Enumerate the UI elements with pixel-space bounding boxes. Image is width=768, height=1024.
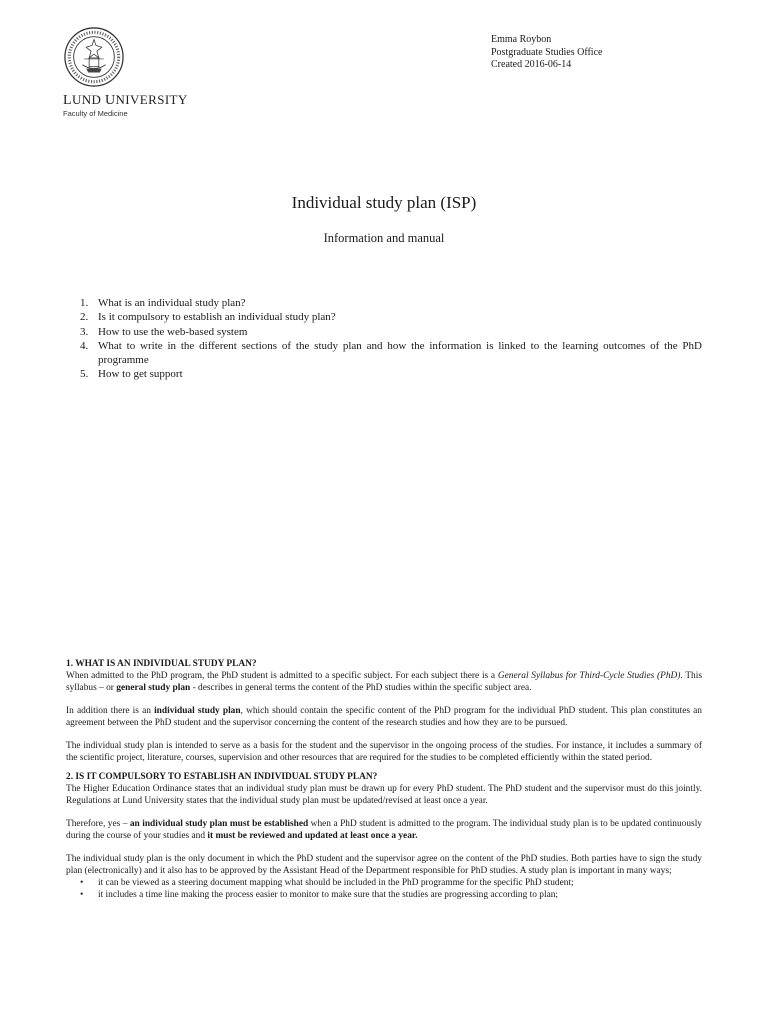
faculty-name: Faculty of Medicine: [63, 109, 128, 118]
section-1-paragraph-3: The individual study plan is intended to serve as a basis for the student and the supervisor in the ongoing process of the studies. For instance, it includes a summary of the scientific project, literature, courses, supervision and other resources that are required for the studies to be completed efficiently within the stated period.: [66, 741, 702, 763]
toc-item: 2. Is it compulsory to establish an individual study plan?: [80, 311, 336, 324]
section-1-paragraph-2: In addition there is an individual study plan, which should contain the specific content of the PhD program for the individual PhD student. This plan constitutes an agreement between the PhD student and the supervisor concerning the content of the research studies and how they are to be pursued.: [66, 706, 702, 728]
office-name: Postgraduate Studies Office: [491, 46, 603, 58]
toc-item: 5. How to get support: [80, 368, 183, 381]
list-item: • it can be viewed as a steering document mapping what should be included in the PhD programme for the specific PhD student;: [80, 878, 574, 888]
lund-university-seal-icon: [63, 26, 125, 88]
section-2-paragraph-1: The Higher Education Ordinance states that an individual study plan must be drawn up for every PhD student. The PhD student and the supervisor must do this jointly. Regulations at Lund University states that the individual study plan must be updated/revised at least once a year.: [66, 784, 702, 806]
toc-item: 3. How to use the web-based system: [80, 325, 248, 338]
document-title: Individual study plan (ISP): [291, 193, 477, 212]
table-of-contents: [80, 296, 702, 382]
bullet-icon: •: [80, 890, 84, 900]
document-subtitle: Information and manual: [323, 231, 445, 245]
section-2-paragraph-2: Therefore, yes – an individual study plan must be established when a PhD student is admitted to the program. The individual study plan is to be updated continuously during the course of your studies and it must be reviewed and updated at least once a year.: [66, 819, 702, 841]
toc-item: 4. What to write in the different sections of the study plan and how the information is linked to the learning outcomes of the PhD programme: [80, 339, 702, 367]
university-name: LUND UNIVERSITY: [63, 92, 188, 108]
section-1-paragraph-1: When admitted to the PhD program, the PhD student is admitted to a specific subject. For each subject there is a General Syllabus for Third-Cycle Studies (PhD). This syllabus – or general study plan - describes in general terms the content of the PhD studies within the specific subject area.: [66, 671, 702, 693]
section-2-bullet-list: [66, 877, 702, 901]
author-name: Emma Roybon: [491, 34, 552, 45]
created-date: Created 2016-06-14: [491, 59, 572, 70]
document-meta: [491, 34, 602, 72]
section-1-heading: 1. WHAT IS AN INDIVIDUAL STUDY PLAN?: [66, 659, 257, 669]
section-2-heading: 2. IS IT COMPULSORY TO ESTABLISH AN INDIVIDUAL STUDY PLAN?: [66, 772, 378, 782]
university-logo: [63, 26, 193, 118]
section-2-paragraph-3: The individual study plan is the only document in which the PhD student and the supervisor agree on the content of the PhD studies. Both parties have to sign the study plan (electronically) and it also has to be approved by the Assistant Head of the Department responsible for PhD studies. A study plan is important in many ways;: [66, 854, 702, 876]
document-body: [66, 658, 702, 901]
list-item: • it includes a time line making the process easier to monitor to make sure that the studies are progressing according to plan;: [80, 890, 559, 900]
bullet-icon: •: [80, 878, 84, 888]
toc-item: 1. What is an individual study plan?: [80, 297, 246, 309]
